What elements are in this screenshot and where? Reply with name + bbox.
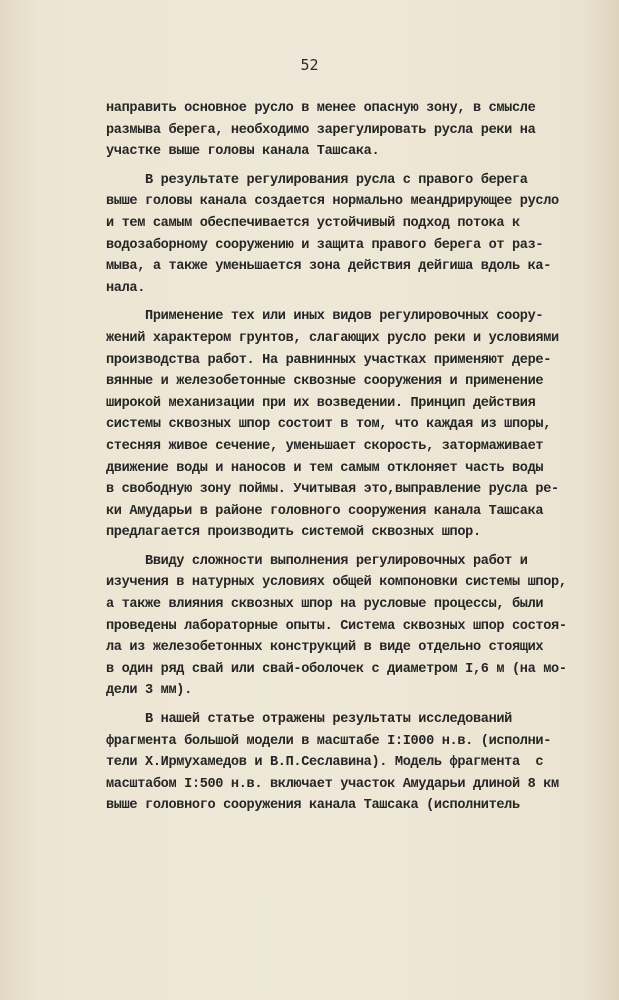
text-line: В нашей статье отражены результаты исследований bbox=[106, 712, 512, 728]
text-line: предлагается производить системой сквозных шпор. bbox=[106, 525, 481, 541]
text-line: участке выше головы канала Ташсака. bbox=[106, 144, 380, 160]
text-line: жений характером грунтов, слагающих русло реки и условиями bbox=[106, 330, 559, 346]
text-line: а также влияния сквозных шпор на русловые процессы, были bbox=[106, 597, 544, 613]
text-line: движение воды и наносов и тем самым отклоняет часть воды bbox=[106, 460, 544, 476]
paragraph bbox=[106, 170, 584, 300]
text-line: направить основное русло в менее опасную зону, в смысле bbox=[106, 101, 536, 116]
text-line: широкой механизации при их возведении. Принцип действия bbox=[106, 395, 536, 411]
paragraph bbox=[106, 709, 584, 817]
text-line: в свободную зону поймы. Учитывая это,выправление русла ре- bbox=[106, 482, 559, 498]
page-number: 52 bbox=[300, 56, 319, 74]
body-text bbox=[106, 98, 584, 817]
text-line: производства работ. На равнинных участках применяют дере- bbox=[106, 352, 552, 368]
paragraph bbox=[106, 306, 584, 544]
text-line: выше головы канала создается нормально меандрирующее русло bbox=[106, 194, 559, 210]
text-line: фрагмента большой модели в масштабе I:I000 н.в. (исполни- bbox=[106, 733, 552, 749]
paragraph bbox=[106, 98, 584, 163]
paragraph bbox=[106, 551, 584, 702]
text-line: дели 3 мм). bbox=[106, 683, 192, 699]
text-line: Ввиду сложности выполнения регулировочных работ и bbox=[106, 553, 528, 569]
text-line: мыва, а также уменьшается зона действия дейгиша вдоль ка- bbox=[106, 259, 552, 275]
text-line: водозаборному сооружению и защита правого берега от раз- bbox=[106, 237, 544, 253]
text-line: ла из железобетонных конструкций в виде отдельно стоящих bbox=[106, 640, 544, 656]
text-line: выше головного сооружения канала Ташсака (исполнитель bbox=[106, 798, 520, 814]
text-line: тели Х.Ирмухамедов и В.П.Сеславина). Модель фрагмента с bbox=[106, 755, 544, 771]
text-line: Применение тех или иных видов регулировочных соору- bbox=[106, 309, 544, 325]
text-line: изучения в натурных условиях общей компоновки системы шпор, bbox=[106, 575, 567, 591]
text-line: системы сквозных шпор состоит в том, что каждая из шпоры, bbox=[106, 417, 552, 433]
text-line: проведены лабораторные опыты. Система сквозных шпор состоя- bbox=[106, 618, 567, 634]
text-line: ки Амударьи в районе головного сооружения канала Ташсака bbox=[106, 503, 544, 519]
text-line: вянные и железобетонные сквозные сооружения и применение bbox=[106, 374, 544, 390]
text-line: масштабом I:500 н.в. включает участок Амударьи длиной 8 км bbox=[106, 776, 559, 792]
text-line: размыва берега, необходимо зарегулировать русла реки на bbox=[106, 122, 536, 138]
text-line: В результате регулирования русла с правого берега bbox=[106, 172, 528, 188]
text-line: в один ряд свай или свай-оболочек с диаметром I,6 м (на мо- bbox=[106, 661, 567, 677]
text-line: и тем самым обеспечивается устойчивый подход потока к bbox=[106, 215, 520, 231]
text-line: стесняя живое сечение, уменьшает скорость, затормаживает bbox=[106, 438, 544, 454]
text-line: нала. bbox=[106, 280, 146, 296]
